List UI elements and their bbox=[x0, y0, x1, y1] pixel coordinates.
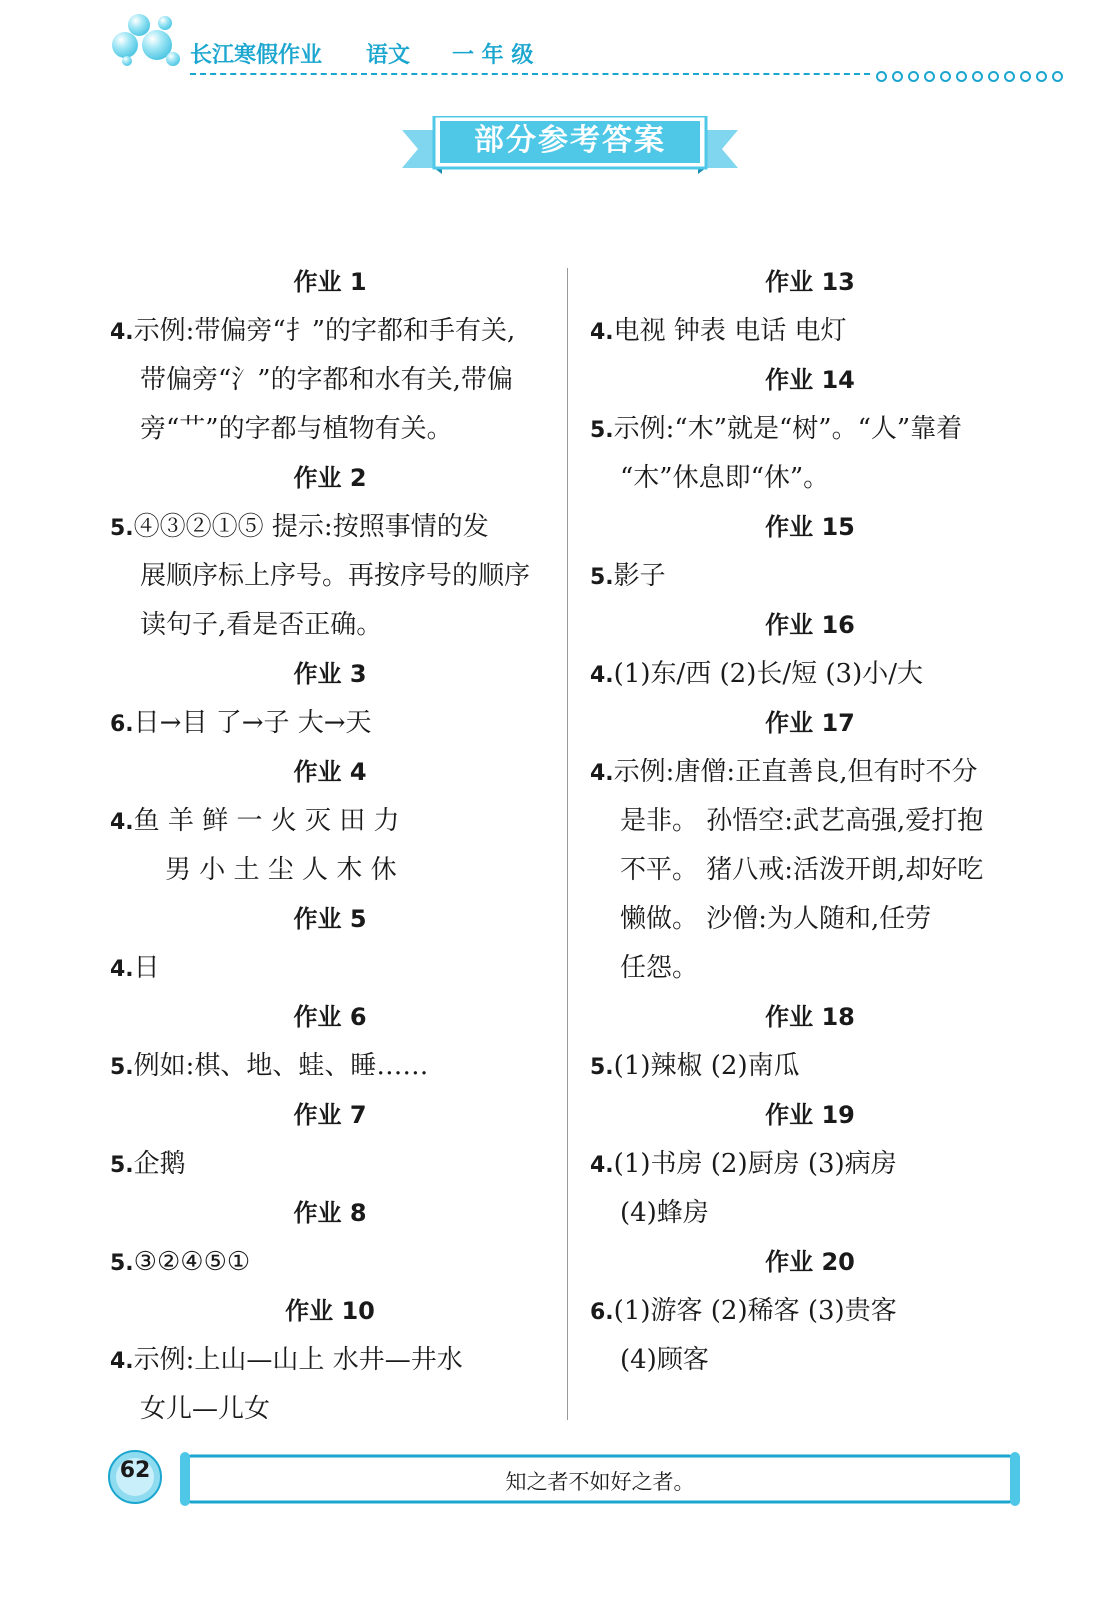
answer-text: 鱼 羊 鲜 一 火 灭 田 力 bbox=[133, 806, 400, 836]
assignment-heading: 作业 1 bbox=[293, 268, 367, 296]
assignment-heading: 作业 16 bbox=[765, 611, 855, 639]
answer-line bbox=[590, 307, 1030, 356]
answer-continuation: (4)蜂房 bbox=[620, 1198, 709, 1228]
assignment-heading: 作业 13 bbox=[765, 268, 855, 296]
question-number: 5. bbox=[110, 1055, 134, 1080]
question-number: 5. bbox=[110, 1153, 134, 1178]
left-column bbox=[110, 258, 550, 1434]
answer-line bbox=[590, 552, 1030, 601]
column-divider bbox=[567, 268, 568, 1420]
question-number: 4. bbox=[110, 957, 134, 982]
answer-continuation: 任怨。 bbox=[620, 953, 699, 983]
answer-continuation: (4)顾客 bbox=[620, 1345, 709, 1375]
answer-line bbox=[110, 699, 550, 748]
header-dots bbox=[876, 67, 1068, 86]
book-title: 长江寒假作业 bbox=[190, 43, 323, 68]
answer-line bbox=[110, 307, 550, 356]
footer-proverb: 知之者不如好之者。 bbox=[505, 1470, 695, 1494]
question-number: 4. bbox=[110, 810, 134, 835]
answer-text: 例如:棋、地、蛙、睡…… bbox=[133, 1051, 429, 1081]
assignment-heading: 作业 20 bbox=[765, 1248, 855, 1276]
subject-label: 语文 bbox=[366, 43, 411, 68]
answer-continuation: “木”休息即“休”。 bbox=[620, 463, 830, 493]
answer-line bbox=[590, 650, 1030, 699]
answer-line bbox=[110, 1238, 550, 1287]
question-number: 4. bbox=[590, 663, 614, 688]
answer-text: 示例:唐僧:正直善良,但有时不分 bbox=[613, 757, 978, 787]
answer-line bbox=[110, 1140, 550, 1189]
answer-text: 电视 钟表 电话 电灯 bbox=[613, 316, 847, 346]
assignment-heading: 作业 19 bbox=[765, 1101, 855, 1129]
page-title: 部分参考答案 bbox=[474, 123, 666, 158]
assignment-heading: 作业 8 bbox=[293, 1199, 367, 1227]
answer-line bbox=[590, 1287, 1030, 1336]
assignment-heading: 作业 6 bbox=[293, 1003, 367, 1031]
answer-text: 影子 bbox=[613, 561, 666, 591]
answer-line bbox=[110, 1042, 550, 1091]
answer-text: (1)游客 (2)稀客 (3)贵客 bbox=[613, 1296, 897, 1326]
answer-continuation: 是非。 孙悟空:武艺高强,爱打抱 bbox=[620, 806, 984, 836]
assignment-heading: 作业 10 bbox=[285, 1297, 375, 1325]
question-number: 5. bbox=[110, 1251, 134, 1276]
answer-continuation: 不平。 猪八戒:活泼开朗,却好吃 bbox=[620, 855, 984, 885]
question-number: 4. bbox=[590, 1153, 614, 1178]
answer-continuation: 读句子,看是否正确。 bbox=[140, 610, 383, 640]
question-number: 5. bbox=[110, 516, 134, 541]
answer-line bbox=[590, 1140, 1030, 1189]
question-number: 4. bbox=[590, 320, 614, 345]
answer-continuation: 旁“艹”的字都与植物有关。 bbox=[140, 414, 453, 444]
answer-line bbox=[590, 1042, 1030, 1091]
answer-text: (1)东/西 (2)长/短 (3)小/大 bbox=[613, 659, 923, 689]
question-number: 6. bbox=[110, 712, 134, 737]
page-header bbox=[0, 0, 1106, 90]
question-number: 6. bbox=[590, 1300, 614, 1325]
answer-text: 日→目 了→子 大→天 bbox=[133, 708, 372, 738]
answer-continuation: 懒做。 沙僧:为人随和,任劳 bbox=[620, 904, 932, 934]
assignment-heading: 作业 2 bbox=[293, 464, 367, 492]
answer-text: (1)书房 (2)厨房 (3)病房 bbox=[613, 1149, 897, 1179]
assignment-heading: 作业 3 bbox=[293, 660, 367, 688]
answer-text: 企鹅 bbox=[133, 1149, 186, 1179]
answer-text: ③②④⑤① bbox=[133, 1247, 251, 1277]
assignment-heading: 作业 18 bbox=[765, 1003, 855, 1031]
page-number: 62 bbox=[119, 1458, 151, 1483]
assignment-heading: 作业 14 bbox=[765, 366, 855, 394]
answer-text: ④③②①⑤ 提示:按照事情的发 bbox=[133, 512, 489, 542]
answer-text: 示例:带偏旁“扌”的字都和手有关, bbox=[133, 316, 516, 346]
answer-line bbox=[110, 797, 550, 846]
assignment-heading: 作业 17 bbox=[765, 709, 855, 737]
answer-text: 日 bbox=[133, 953, 160, 983]
bubbles-logo-icon bbox=[108, 10, 188, 72]
assignment-heading: 作业 5 bbox=[293, 905, 367, 933]
question-number: 5. bbox=[590, 1055, 614, 1080]
answer-line bbox=[110, 944, 550, 993]
question-number: 5. bbox=[590, 418, 614, 443]
question-number: 5. bbox=[590, 565, 614, 590]
grade-label: 一 年 级 bbox=[452, 43, 534, 68]
answer-line bbox=[590, 748, 1030, 797]
assignment-heading: 作业 7 bbox=[293, 1101, 367, 1129]
header-divider bbox=[190, 73, 870, 75]
answer-continuation: 带偏旁“氵”的字都和水有关,带偏 bbox=[140, 365, 513, 395]
answer-text: (1)辣椒 (2)南瓜 bbox=[613, 1051, 800, 1081]
answer-continuation: 展顺序标上序号。再按序号的顺序 bbox=[140, 561, 531, 591]
answer-text: 示例:上山—山上 水井—井水 bbox=[133, 1345, 463, 1375]
answer-continuation: 女儿—儿女 bbox=[140, 1394, 271, 1424]
answer-line bbox=[590, 405, 1030, 454]
question-number: 4. bbox=[590, 761, 614, 786]
right-column bbox=[590, 258, 1030, 1385]
question-number: 4. bbox=[110, 1349, 134, 1374]
answer-text: 示例:“木”就是“树”。“人”靠着 bbox=[613, 414, 963, 444]
answer-continuation: 男 小 土 尘 人 木 休 bbox=[165, 855, 397, 885]
assignment-heading: 作业 15 bbox=[765, 513, 855, 541]
answer-line bbox=[110, 503, 550, 552]
question-number: 4. bbox=[110, 320, 134, 345]
answer-line bbox=[110, 1336, 550, 1385]
assignment-heading: 作业 4 bbox=[293, 758, 367, 786]
